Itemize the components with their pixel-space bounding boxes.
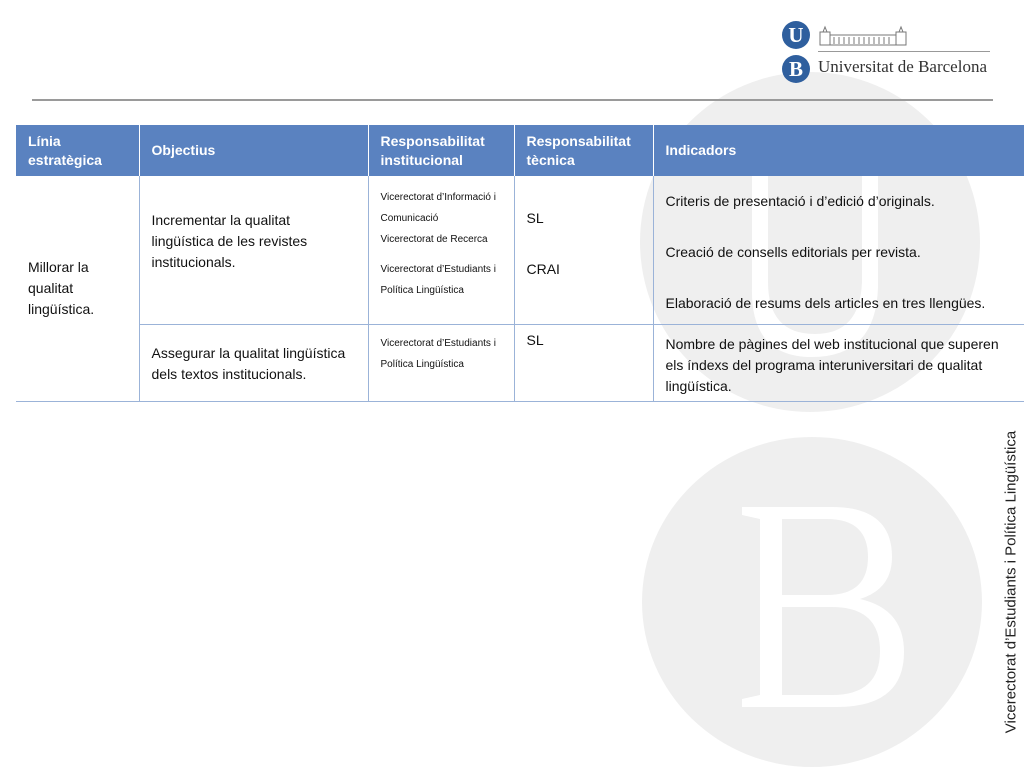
side-label: Vicerectorat d’Estudiants i Política Lingüística — [1002, 430, 1020, 734]
indicador-item: Creació de consells editorials per revista. — [665, 244, 921, 260]
objectiu-cell — [139, 176, 368, 325]
indicadors-cell — [653, 176, 1024, 325]
university-name: Universitat de Barcelona — [818, 57, 987, 76]
indicador-item: Nombre de pàgines del web institucional que superen els índexs del programa interuniversitari de qualitat lingüística. — [665, 336, 999, 394]
logo-b-mark: B — [782, 55, 810, 83]
side-label-box — [1000, 424, 1022, 740]
col-header-objectius: Objectius — [139, 125, 368, 176]
resp-tec-cell — [514, 325, 653, 402]
watermark-b-letter — [642, 437, 982, 767]
objectiu-text: Assegurar la qualitat lingüística dels textos institucionals. — [151, 345, 346, 382]
resp-inst-item: Vicerectorat de Recerca — [380, 234, 488, 245]
indicador-item: Criteris de presentació i d’edició d’originals. — [665, 193, 935, 209]
indicadors-cell — [653, 325, 1024, 402]
resp-tec-item: CRAI — [526, 261, 560, 277]
linia-cell — [16, 176, 139, 402]
watermark-b-disc — [642, 437, 982, 767]
resp-tec-item: SL — [526, 332, 544, 348]
indicador-item: Elaboració de resums dels articles en tres llengües. — [665, 295, 986, 311]
col-header-resp-tecnica: Responsabilitat tècnica — [514, 125, 653, 176]
building-icon — [818, 24, 910, 46]
col-header-linia: Línia estratègica — [16, 125, 139, 176]
strategy-table — [16, 125, 1024, 402]
resp-tec-item: SL — [526, 210, 544, 226]
col-header-resp-institucional: Responsabilitat institucional — [368, 125, 514, 176]
logo-u-mark: U — [782, 21, 810, 49]
table-row — [16, 325, 1024, 402]
table-row — [16, 176, 1024, 325]
resp-inst-item: Vicerectorat d’Estudiants i Política Lingüística — [380, 264, 496, 296]
col-header-indicadors: Indicadors — [653, 125, 1024, 176]
logo-divider — [818, 51, 990, 52]
resp-inst-cell — [368, 176, 514, 325]
table-header-row — [16, 125, 1024, 176]
objectiu-text: Incrementar la qualitat lingüística de les revistes institucionals. — [151, 211, 308, 270]
linia-text: Millorar la qualitat lingüística. — [28, 259, 95, 317]
objectiu-cell — [139, 325, 368, 402]
resp-inst-cell — [368, 325, 514, 402]
header-rule — [32, 99, 993, 101]
resp-inst-item: Vicerectorat d’Estudiants i Política Lingüística — [380, 338, 496, 370]
resp-inst-item: Vicerectorat d’Informació i Comunicació — [380, 192, 496, 224]
university-logo — [780, 18, 1000, 88]
resp-tec-cell — [514, 176, 653, 325]
